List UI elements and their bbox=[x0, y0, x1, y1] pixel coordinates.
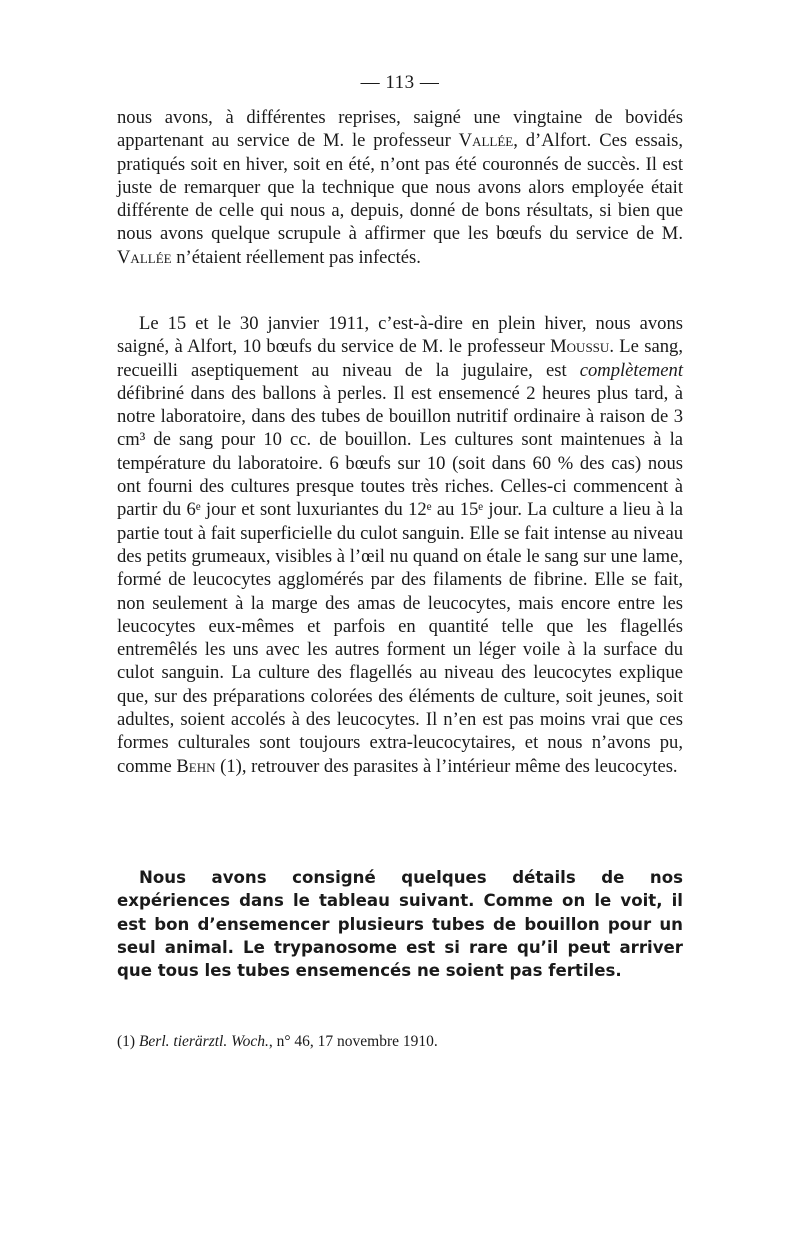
paragraph-2-text-1: Le 15 et le 30 janvier 1911, c’est-à-dire en plein hiver, nous avons saigné, à Alfort, 10 bœufs du service de M. le professeur bbox=[117, 313, 683, 358]
paragraph-1-text: nous avons, à différentes reprises, saigné une vingtaine de bovidés appartenant au service de M. le professeur bbox=[117, 107, 683, 152]
paragraph-2-text-4: (1), retrouver des parasites à l’intérieur même des leucocytes. bbox=[215, 755, 678, 777]
paragraph-1 bbox=[117, 106, 683, 269]
paragraph-2-text-2: . Le sang, recueilli aseptiquement au niveau de la jugulaire, est bbox=[117, 336, 683, 381]
footnote-details: , n° 46, 17 novembre 1910. bbox=[268, 1033, 438, 1050]
paragraph-1-text-after: , d’Alfort. Ces essais, pratiqués soit en hiver, soit en été, n’ont pas été couronnés de succès. Il est juste de remarquer que la technique que nous avons alors employée était différente de celle qui nous a, depuis, donné de bons résultats, si bien que nous avons quelque scrupule à affirmer que les bœufs du service de M. bbox=[117, 130, 683, 245]
paragraph-3-text: Nous avons consigné quelques détails de nos expériences dans le tableau suivant. Comme on le voit, il est bon d’ensemencer plusieurs tubes de bouillon pour un seul animal. Le trypanosome est si rare qu’il peut arriver que tous les tubes ensemencés ne soient pas fertiles. bbox=[117, 868, 683, 981]
paragraph-3 bbox=[117, 866, 683, 982]
page-number: — 113 — bbox=[360, 72, 440, 93]
author-name-vallee: Vallée bbox=[458, 130, 514, 152]
footnote-source: Berl. tierärztl. Woch. bbox=[138, 1033, 269, 1050]
footnote bbox=[117, 1032, 683, 1052]
paragraph-1-text-end: n’étaient réellement pas infectés. bbox=[171, 246, 421, 268]
author-name-behn: Behn bbox=[176, 755, 216, 777]
author-name-moussu: Moussu bbox=[550, 336, 610, 358]
emphasis-completement: complètement bbox=[579, 359, 683, 381]
author-name-vallee-2: Vallée bbox=[117, 246, 172, 268]
footnote-marker: (1) bbox=[117, 1033, 139, 1050]
paragraph-2 bbox=[117, 312, 683, 778]
paragraph-2-text-3: défibriné dans des ballons à perles. Il est ensemencé 2 heures plus tard, à notre laboratoire, dans des tubes de bouillon nutritif ordinaire à raison de 3 cm³ de sang pour 10 cc. de bouillon. Les cultures sont maintenues à la température du laboratoire. 6 bœufs sur 10 (soit dans 60 % des cas) nous ont fourni des cultures presque toutes très riches. Celles-ci commencent à partir du 6ᵉ jour et sont luxuriantes du 12ᵉ au 15ᵉ jour. La culture a lieu à la partie tout à fait superficielle du culot sanguin. Elle se fait intense au niveau des petits grumeaux, visibles à l’œil nu quand on étale le sang sur une lame, formé de leucocytes agglomérés par des filaments de fibrine. Elle se fait, non seulement à la marge des amas de leucocytes, mais encore entre les leucocytes eux-mêmes et parfois en quantité telle que les flagellés entremêlés les uns avec les autres forment un léger voile à la surface du culot sanguin. La culture des flagellés au niveau des leucocytes explique que, sur des préparations colorées des éléments de culture, soit jeunes, soit adultes, soient accolés à des leucocytes. Il n’en est pas moins vrai que ces formes culturales sont toujours extra-leucocytaires, et nous n’avons pu, comme bbox=[117, 382, 683, 777]
